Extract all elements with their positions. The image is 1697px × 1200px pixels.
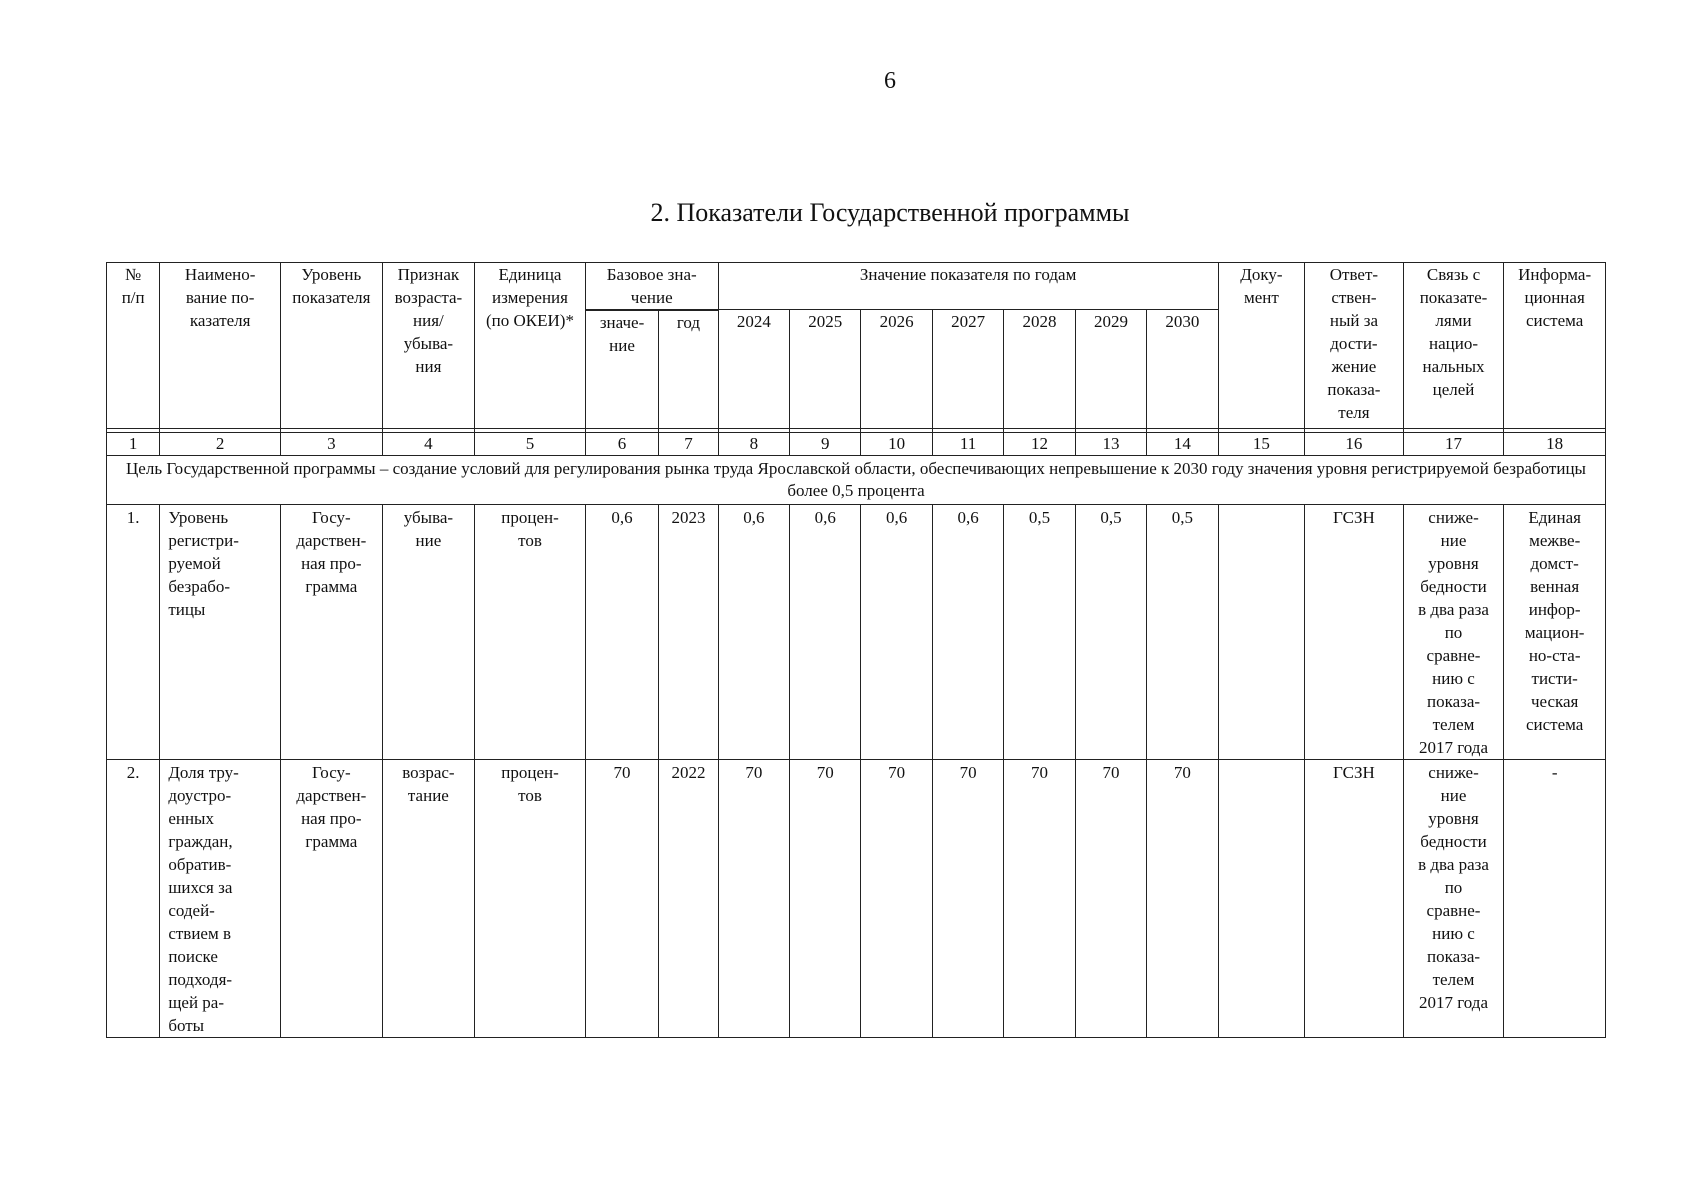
value-2024: 70 [718,760,789,1038]
header-year-2025: 2025 [790,310,861,429]
column-number: 2 [160,433,281,456]
indicator-unit: процен- тов [475,505,586,760]
column-number: 4 [382,433,475,456]
indicator-name: Доля тру- доустро- енных граждан, обратив- шихся за содей- ствием в поиске подходя- щей ра- боты [160,760,281,1038]
indicator-level: Госу- дарствен- ная про- грамма [281,505,383,760]
header-responsible: Ответ- ствен- ный за дости- жение показа- теля [1305,263,1404,429]
info-system: Единая межве- домст- венная инфор- мацион- но-ста- тисти- ческая система [1504,505,1606,760]
row-number: 1. [107,505,160,760]
indicator-trend: убыва- ние [382,505,475,760]
base-year: 2023 [659,505,718,760]
column-number: 15 [1218,433,1305,456]
indicator-level: Госу- дарствен- ная про- грамма [281,760,383,1038]
header-base-year-sub: год [659,311,718,429]
header-trend: Признак возраста- ния/ убыва- ния [382,263,475,429]
base-value: 0,6 [585,505,658,760]
header-unit: Единица измерения (по ОКЕИ)* [475,263,586,429]
column-number: 10 [861,433,932,456]
document [1218,505,1305,760]
column-number: 14 [1147,433,1218,456]
header-indicator-level: Уровень показателя [281,263,383,429]
header-year-2026: 2026 [861,310,932,429]
value-2026: 70 [861,760,932,1038]
value-2028: 0,5 [1004,505,1075,760]
responsible: ГСЗН [1305,505,1404,760]
header-base-value-sub: значе- ние [585,311,658,429]
base-year: 2022 [659,760,718,1038]
value-2025: 70 [790,760,861,1038]
column-number: 7 [659,433,718,456]
value-2030: 70 [1147,760,1218,1038]
column-number: 16 [1305,433,1404,456]
page-number: 6 [884,68,896,94]
column-number: 9 [790,433,861,456]
header-years-group: Значение показателя по годам [718,263,1218,310]
program-goal-text: Цель Государственной программы – создание условий для регулирования рынка труда Ярославской области, обеспечивающих непревышение к 2030 году значения уровня регистрируемой безработицы более 0,5 процента [107,456,1606,505]
header-info-system: Информа- ционная система [1504,263,1606,429]
document [1218,760,1305,1038]
header-year-2027: 2027 [932,310,1003,429]
header-indicator-name: Наимено- вание по- казателя [160,263,281,429]
info-system: - [1504,760,1606,1038]
column-number: 18 [1504,433,1606,456]
column-number: 8 [718,433,789,456]
national-goal-link: сниже- ние уровня бедности в два раза по сравне- нию с показа- телем 2017 года [1403,505,1504,760]
column-number: 12 [1004,433,1075,456]
column-number: 13 [1075,433,1146,456]
value-2026: 0,6 [861,505,932,760]
header-year-2030: 2030 [1147,310,1218,429]
value-2028: 70 [1004,760,1075,1038]
header-year-2024: 2024 [718,310,789,429]
indicator-trend: возрас- тание [382,760,475,1038]
row-number: 2. [107,760,160,1038]
base-value: 70 [585,760,658,1038]
header-document: Доку- мент [1218,263,1305,429]
column-number: 6 [585,433,658,456]
indicator-name: Уровень регистри- руемой безрабо- тицы [160,505,281,760]
responsible: ГСЗН [1305,760,1404,1038]
value-2027: 0,6 [932,505,1003,760]
indicator-unit: процен- тов [475,760,586,1038]
header-row-1 [107,263,1606,310]
column-number: 5 [475,433,586,456]
column-number: 17 [1403,433,1504,456]
value-2030: 0,5 [1147,505,1218,760]
table-row [107,505,1606,760]
section-title: 2. Показатели Государственной программы [650,198,1130,227]
column-number: 1 [107,433,160,456]
value-2029: 70 [1075,760,1146,1038]
value-2025: 0,6 [790,505,861,760]
indicators-table [106,262,1606,1038]
table-row [107,760,1606,1038]
indicators-table-wrap [106,262,1606,1038]
value-2029: 0,5 [1075,505,1146,760]
header-base-value: Базовое зна- чение [585,263,718,310]
national-goal-link: сниже- ние уровня бедности в два раза по сравне- нию с показа- телем 2017 года [1403,760,1504,1038]
program-goal-row [107,456,1606,505]
header-national-goals: Связь с показате- лями нацио- нальных целей [1403,263,1504,429]
header-num: № п/п [107,263,160,429]
header-year-2029: 2029 [1075,310,1146,429]
column-number: 3 [281,433,383,456]
value-2024: 0,6 [718,505,789,760]
value-2027: 70 [932,760,1003,1038]
column-number: 11 [932,433,1003,456]
header-year-2028: 2028 [1004,310,1075,429]
column-numbers-row [107,433,1606,456]
